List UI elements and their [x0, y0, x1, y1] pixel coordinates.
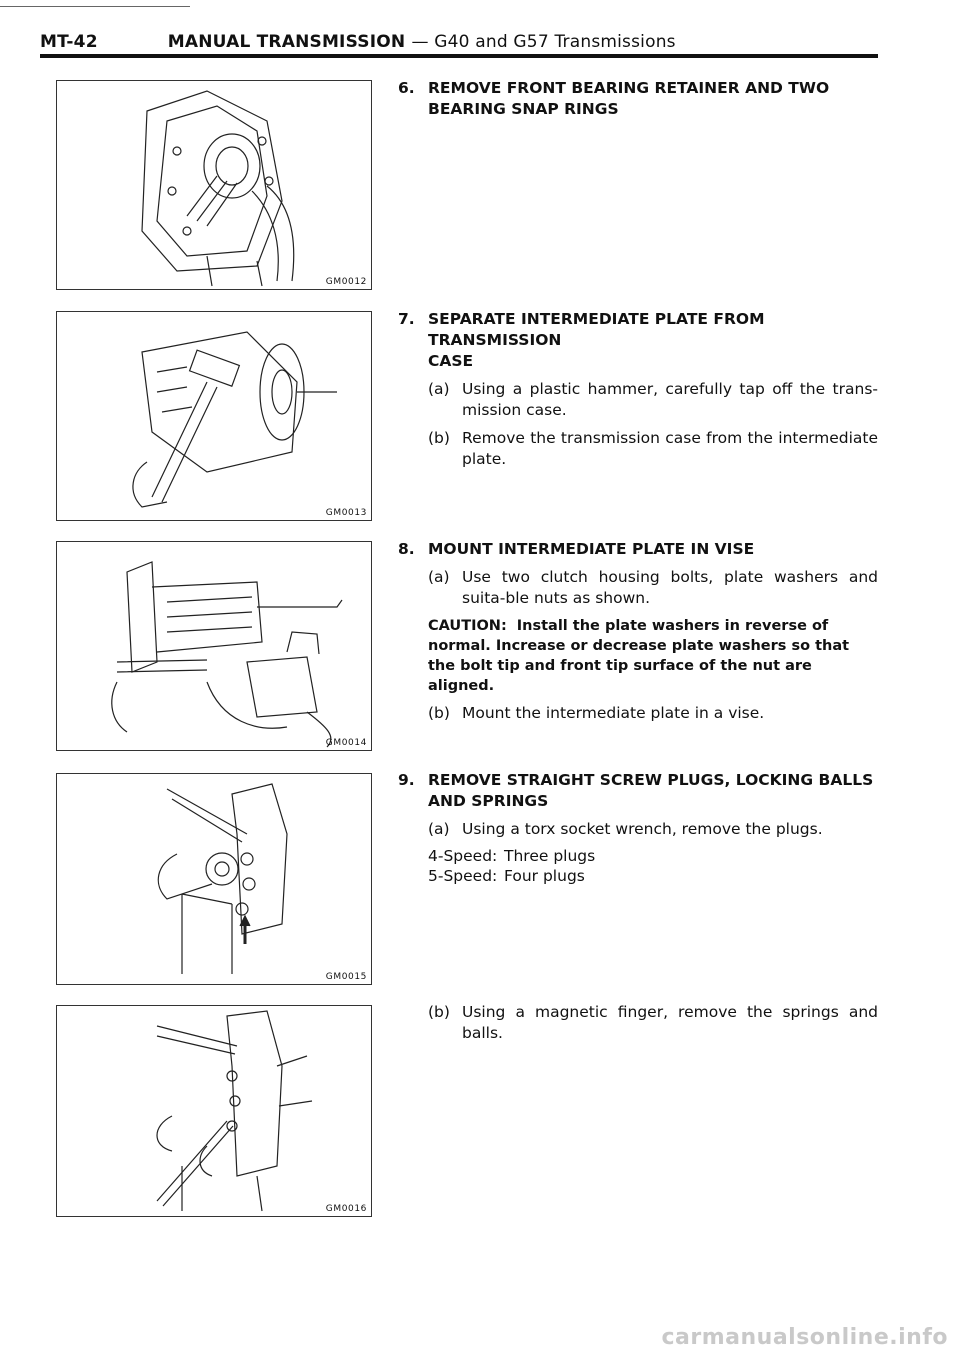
step-number: 9.: [398, 771, 415, 789]
top-rule-thin: [0, 6, 190, 7]
step-7: [398, 309, 878, 470]
plug-spec-table: [428, 846, 878, 886]
substep-a: [428, 379, 878, 421]
substep-key: (b): [428, 1003, 450, 1021]
header-subtitle: — G40 and G57 Transmissions: [411, 32, 676, 52]
step-number: 8.: [398, 540, 415, 558]
caution-text: Install the plate washers in reverse of normal. Increase or decrease plate washers so that the bolt tip and front tip surface of the nut are aligned.: [428, 618, 850, 694]
figure-code: GM0015: [325, 972, 367, 982]
substep-text: Remove the transmission case from the intermediate plate.: [462, 429, 878, 468]
substep-key: (a): [428, 568, 450, 586]
figure-code: GM0014: [325, 738, 367, 748]
illustration-vise-mount: [57, 542, 371, 750]
step-title-line1: MOUNT INTERMEDIATE PLATE IN VISE: [428, 540, 755, 558]
figure-gm0013: [56, 311, 372, 521]
substep-key: (b): [428, 429, 450, 447]
page-header: [40, 32, 676, 52]
substep-b: [428, 1002, 878, 1044]
substep-a: [428, 567, 878, 609]
substep-text: Using a plastic hammer, carefully tap off the trans-mission case.: [462, 380, 878, 419]
step-number: 7.: [398, 310, 415, 328]
spec-row-4speed: [428, 846, 878, 866]
step-9: [398, 770, 878, 886]
substep-key: (b): [428, 704, 450, 722]
illustration-bearing-retainer: [57, 81, 371, 289]
substep-text: Use two clutch housing bolts, plate washers and suita-ble nuts as shown.: [462, 568, 878, 607]
illustration-torx-wrench: [57, 774, 371, 984]
caution-label: CAUTION:: [428, 618, 507, 634]
spec-key: 4-Speed:: [428, 847, 498, 865]
step-title-line1: REMOVE FRONT BEARING RETAINER AND TWO: [428, 79, 830, 97]
step-9-substep-b: [398, 1002, 878, 1044]
figure-code: GM0016: [325, 1204, 367, 1214]
spec-value: Three plugs: [504, 847, 596, 865]
spec-key: 5-Speed:: [428, 867, 498, 885]
illustration-magnetic-finger: [57, 1006, 371, 1216]
step-number: 6.: [398, 79, 415, 97]
figure-code: GM0012: [325, 277, 367, 287]
figure-gm0012: [56, 80, 372, 290]
page-id: MT-42: [40, 32, 98, 52]
substep-key: (a): [428, 820, 450, 838]
spec-row-5speed: [428, 866, 878, 886]
figure-gm0016: [56, 1005, 372, 1217]
header-rule: [40, 54, 878, 58]
substep-key: (a): [428, 380, 450, 398]
step-title-line2: CASE: [428, 352, 474, 370]
figure-gm0014: [56, 541, 372, 751]
substep-b: [428, 428, 878, 470]
substep-text: Mount the intermediate plate in a vise.: [462, 704, 765, 722]
substep-b: [428, 703, 878, 724]
step-title-line1: REMOVE STRAIGHT SCREW PLUGS, LOCKING BALLS: [428, 771, 874, 789]
substep-text: Using a magnetic finger, remove the springs and balls.: [462, 1003, 878, 1042]
spec-value: Four plugs: [504, 867, 585, 885]
illustration-plastic-hammer: [57, 312, 371, 520]
step-6: [398, 78, 878, 120]
figure-code: GM0013: [325, 508, 367, 518]
step-title-line1: SEPARATE INTERMEDIATE PLATE FROM TRANSMISSION: [428, 310, 765, 349]
figure-gm0015: [56, 773, 372, 985]
step-title-line2: AND SPRINGS: [428, 792, 549, 810]
step-title-line2: BEARING SNAP RINGS: [428, 100, 619, 118]
substep-text: Using a torx socket wrench, remove the plugs.: [462, 820, 823, 838]
header-title: MANUAL TRANSMISSION: [167, 32, 406, 52]
caution-note: [428, 616, 878, 696]
step-8: [398, 539, 878, 724]
substep-a: [428, 819, 878, 840]
watermark: carmanualsonline.info: [661, 1325, 948, 1350]
